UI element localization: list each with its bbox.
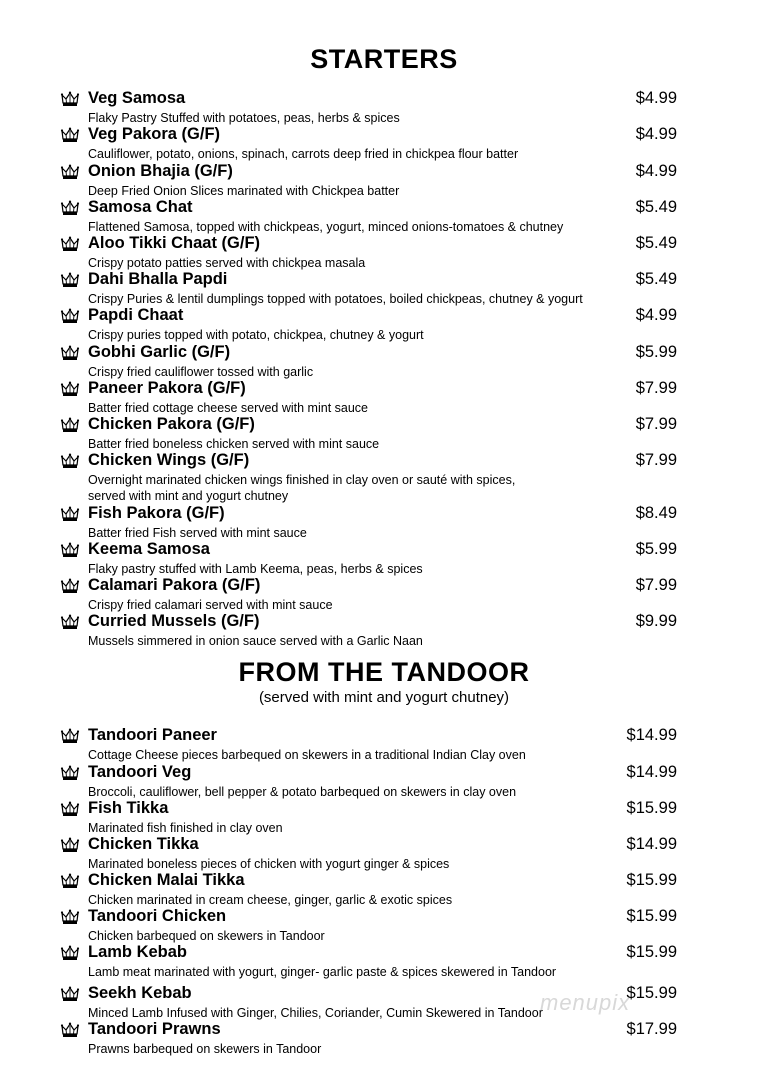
crown-icon — [60, 308, 80, 324]
crown-icon — [60, 1022, 80, 1038]
item-name: Veg Pakora (G/F) — [88, 125, 221, 143]
item-price: $7.99 — [635, 379, 677, 397]
crown-icon — [60, 837, 80, 853]
starters-title: STARTERS — [310, 44, 458, 74]
item-description: Flattened Samosa, topped with chickpeas, yogurt, minced onions-tomatoes & chutney — [88, 220, 564, 234]
item-price: $7.99 — [635, 451, 677, 469]
crown-icon — [60, 236, 80, 252]
item-description: Crispy Puries & lentil dumplings topped with potatoes, boiled chickpeas, chutney & yogurt — [88, 292, 583, 306]
item-name: Chicken Wings (G/F) — [88, 451, 250, 469]
crown-icon — [60, 542, 80, 558]
crown-icon — [60, 765, 80, 781]
item-description: Overnight marinated chicken wings finished in clay oven or sauté with spices, served with mint and yogurt chutney — [88, 473, 516, 503]
item-price: $5.99 — [635, 540, 677, 558]
item-description: Marinated boneless pieces of chicken with yogurt ginger & spices — [88, 857, 450, 871]
crown-icon — [60, 986, 80, 1002]
item-name: Seekh Kebab — [88, 984, 192, 1002]
item-price: $17.99 — [626, 1020, 677, 1038]
item-price: $4.99 — [635, 306, 677, 324]
item-name: Chicken Tikka — [88, 835, 199, 853]
item-price: $5.49 — [635, 234, 677, 252]
item-name: Tandoori Prawns — [88, 1020, 221, 1038]
item-price: $4.99 — [635, 162, 677, 180]
item-description: Crispy fried calamari served with mint sauce — [88, 598, 333, 612]
item-description: Chicken barbequed on skewers in Tandoor — [88, 929, 325, 943]
item-price: $5.99 — [635, 343, 677, 361]
item-description: Deep Fried Onion Slices marinated with Chickpea batter — [88, 184, 400, 198]
item-name: Aloo Tikki Chaat (G/F) — [88, 234, 261, 252]
crown-icon — [60, 381, 80, 397]
item-description: Chicken marinated in cream cheese, ginger, garlic & exotic spices — [88, 893, 453, 907]
crown-icon — [60, 873, 80, 889]
item-description: Marinated fish finished in clay oven — [88, 821, 283, 835]
item-name: Gobhi Garlic (G/F) — [88, 343, 231, 361]
item-price: $14.99 — [626, 726, 677, 744]
item-description: Crispy potato patties served with chickpea masala — [88, 256, 366, 270]
item-name: Paneer Pakora (G/F) — [88, 379, 246, 397]
item-description: Batter fried boneless chicken served with mint sauce — [88, 437, 380, 451]
crown-icon — [60, 506, 80, 522]
item-description: Batter fried Fish served with mint sauce — [88, 526, 307, 540]
item-name: Curried Mussels (G/F) — [88, 612, 260, 630]
item-price: $7.99 — [635, 576, 677, 594]
crown-icon — [60, 728, 80, 744]
item-price: $14.99 — [626, 763, 677, 781]
item-price: $9.99 — [635, 612, 677, 630]
item-description: Minced Lamb Infused with Ginger, Chilies, Coriander, Cumin Skewered in Tandoor — [88, 1006, 543, 1020]
tandoor-subtitle: (served with mint and yogurt chutney) — [258, 689, 510, 706]
item-price: $15.99 — [626, 907, 677, 925]
item-name: Tandoori Veg — [88, 763, 192, 781]
item-name: Chicken Pakora (G/F) — [88, 415, 255, 433]
item-description: Crispy puries topped with potato, chickpea, chutney & yogurt — [88, 328, 424, 342]
watermark: menupix — [540, 990, 631, 1015]
item-price: $15.99 — [626, 871, 677, 889]
item-description: Broccoli, cauliflower, bell pepper & potato barbequed on skewers in clay oven — [88, 785, 517, 799]
item-name: Papdi Chaat — [88, 306, 184, 324]
item-description: Cottage Cheese pieces barbequed on skewers in a traditional Indian Clay oven — [88, 748, 526, 762]
item-description: Flaky Pastry Stuffed with potatoes, peas, herbs & spices — [88, 111, 400, 125]
crown-icon — [60, 164, 80, 180]
item-description: Batter fried cottage cheese served with mint sauce — [88, 401, 369, 415]
item-price: $4.99 — [635, 125, 677, 143]
item-description: Cauliflower, potato, onions, spinach, carrots deep fried in chickpea flour batter — [88, 147, 519, 161]
item-price: $7.99 — [635, 415, 677, 433]
item-description: Flaky pastry stuffed with Lamb Keema, peas, herbs & spices — [88, 562, 423, 576]
crown-icon — [60, 578, 80, 594]
item-name: Fish Tikka — [88, 799, 169, 817]
crown-icon — [60, 801, 80, 817]
item-description: Mussels simmered in onion sauce served with a Garlic Naan — [88, 634, 423, 648]
item-description: Lamb meat marinated with yogurt, ginger- garlic paste & spices skewered in Tandoor — [88, 965, 557, 979]
item-name: Keema Samosa — [88, 540, 210, 558]
item-price: $15.99 — [626, 799, 677, 817]
crown-icon — [60, 345, 80, 361]
item-name: Samosa Chat — [88, 198, 193, 216]
crown-icon — [60, 909, 80, 925]
crown-icon — [60, 272, 80, 288]
item-name: Tandoori Paneer — [88, 726, 217, 744]
crown-icon — [60, 200, 80, 216]
item-description: Crispy fried cauliflower tossed with garlic — [88, 365, 314, 379]
crown-icon — [60, 453, 80, 469]
crown-icon — [60, 91, 80, 107]
item-name: Lamb Kebab — [88, 943, 188, 961]
item-price: $5.49 — [635, 198, 677, 216]
item-price: $15.99 — [626, 984, 677, 1002]
item-price: $4.99 — [635, 89, 677, 107]
item-description: Prawns barbequed on skewers in Tandoor — [88, 1042, 322, 1056]
crown-icon — [60, 614, 80, 630]
item-price: $14.99 — [626, 835, 677, 853]
item-price: $15.99 — [626, 943, 677, 961]
crown-icon — [60, 127, 80, 143]
item-name: Dahi Bhalla Papdi — [88, 270, 228, 288]
item-name: Veg Samosa — [88, 89, 186, 107]
item-name: Calamari Pakora (G/F) — [88, 576, 261, 594]
item-name: Chicken Malai Tikka — [88, 871, 245, 889]
crown-icon — [60, 417, 80, 433]
item-price: $5.49 — [635, 270, 677, 288]
tandoor-title: FROM THE TANDOOR — [238, 657, 530, 687]
item-name: Tandoori Chicken — [88, 907, 227, 925]
crown-icon — [60, 945, 80, 961]
item-price: $8.49 — [635, 504, 677, 522]
item-name: Onion Bhajia (G/F) — [88, 162, 233, 180]
item-name: Fish Pakora (G/F) — [88, 504, 225, 522]
